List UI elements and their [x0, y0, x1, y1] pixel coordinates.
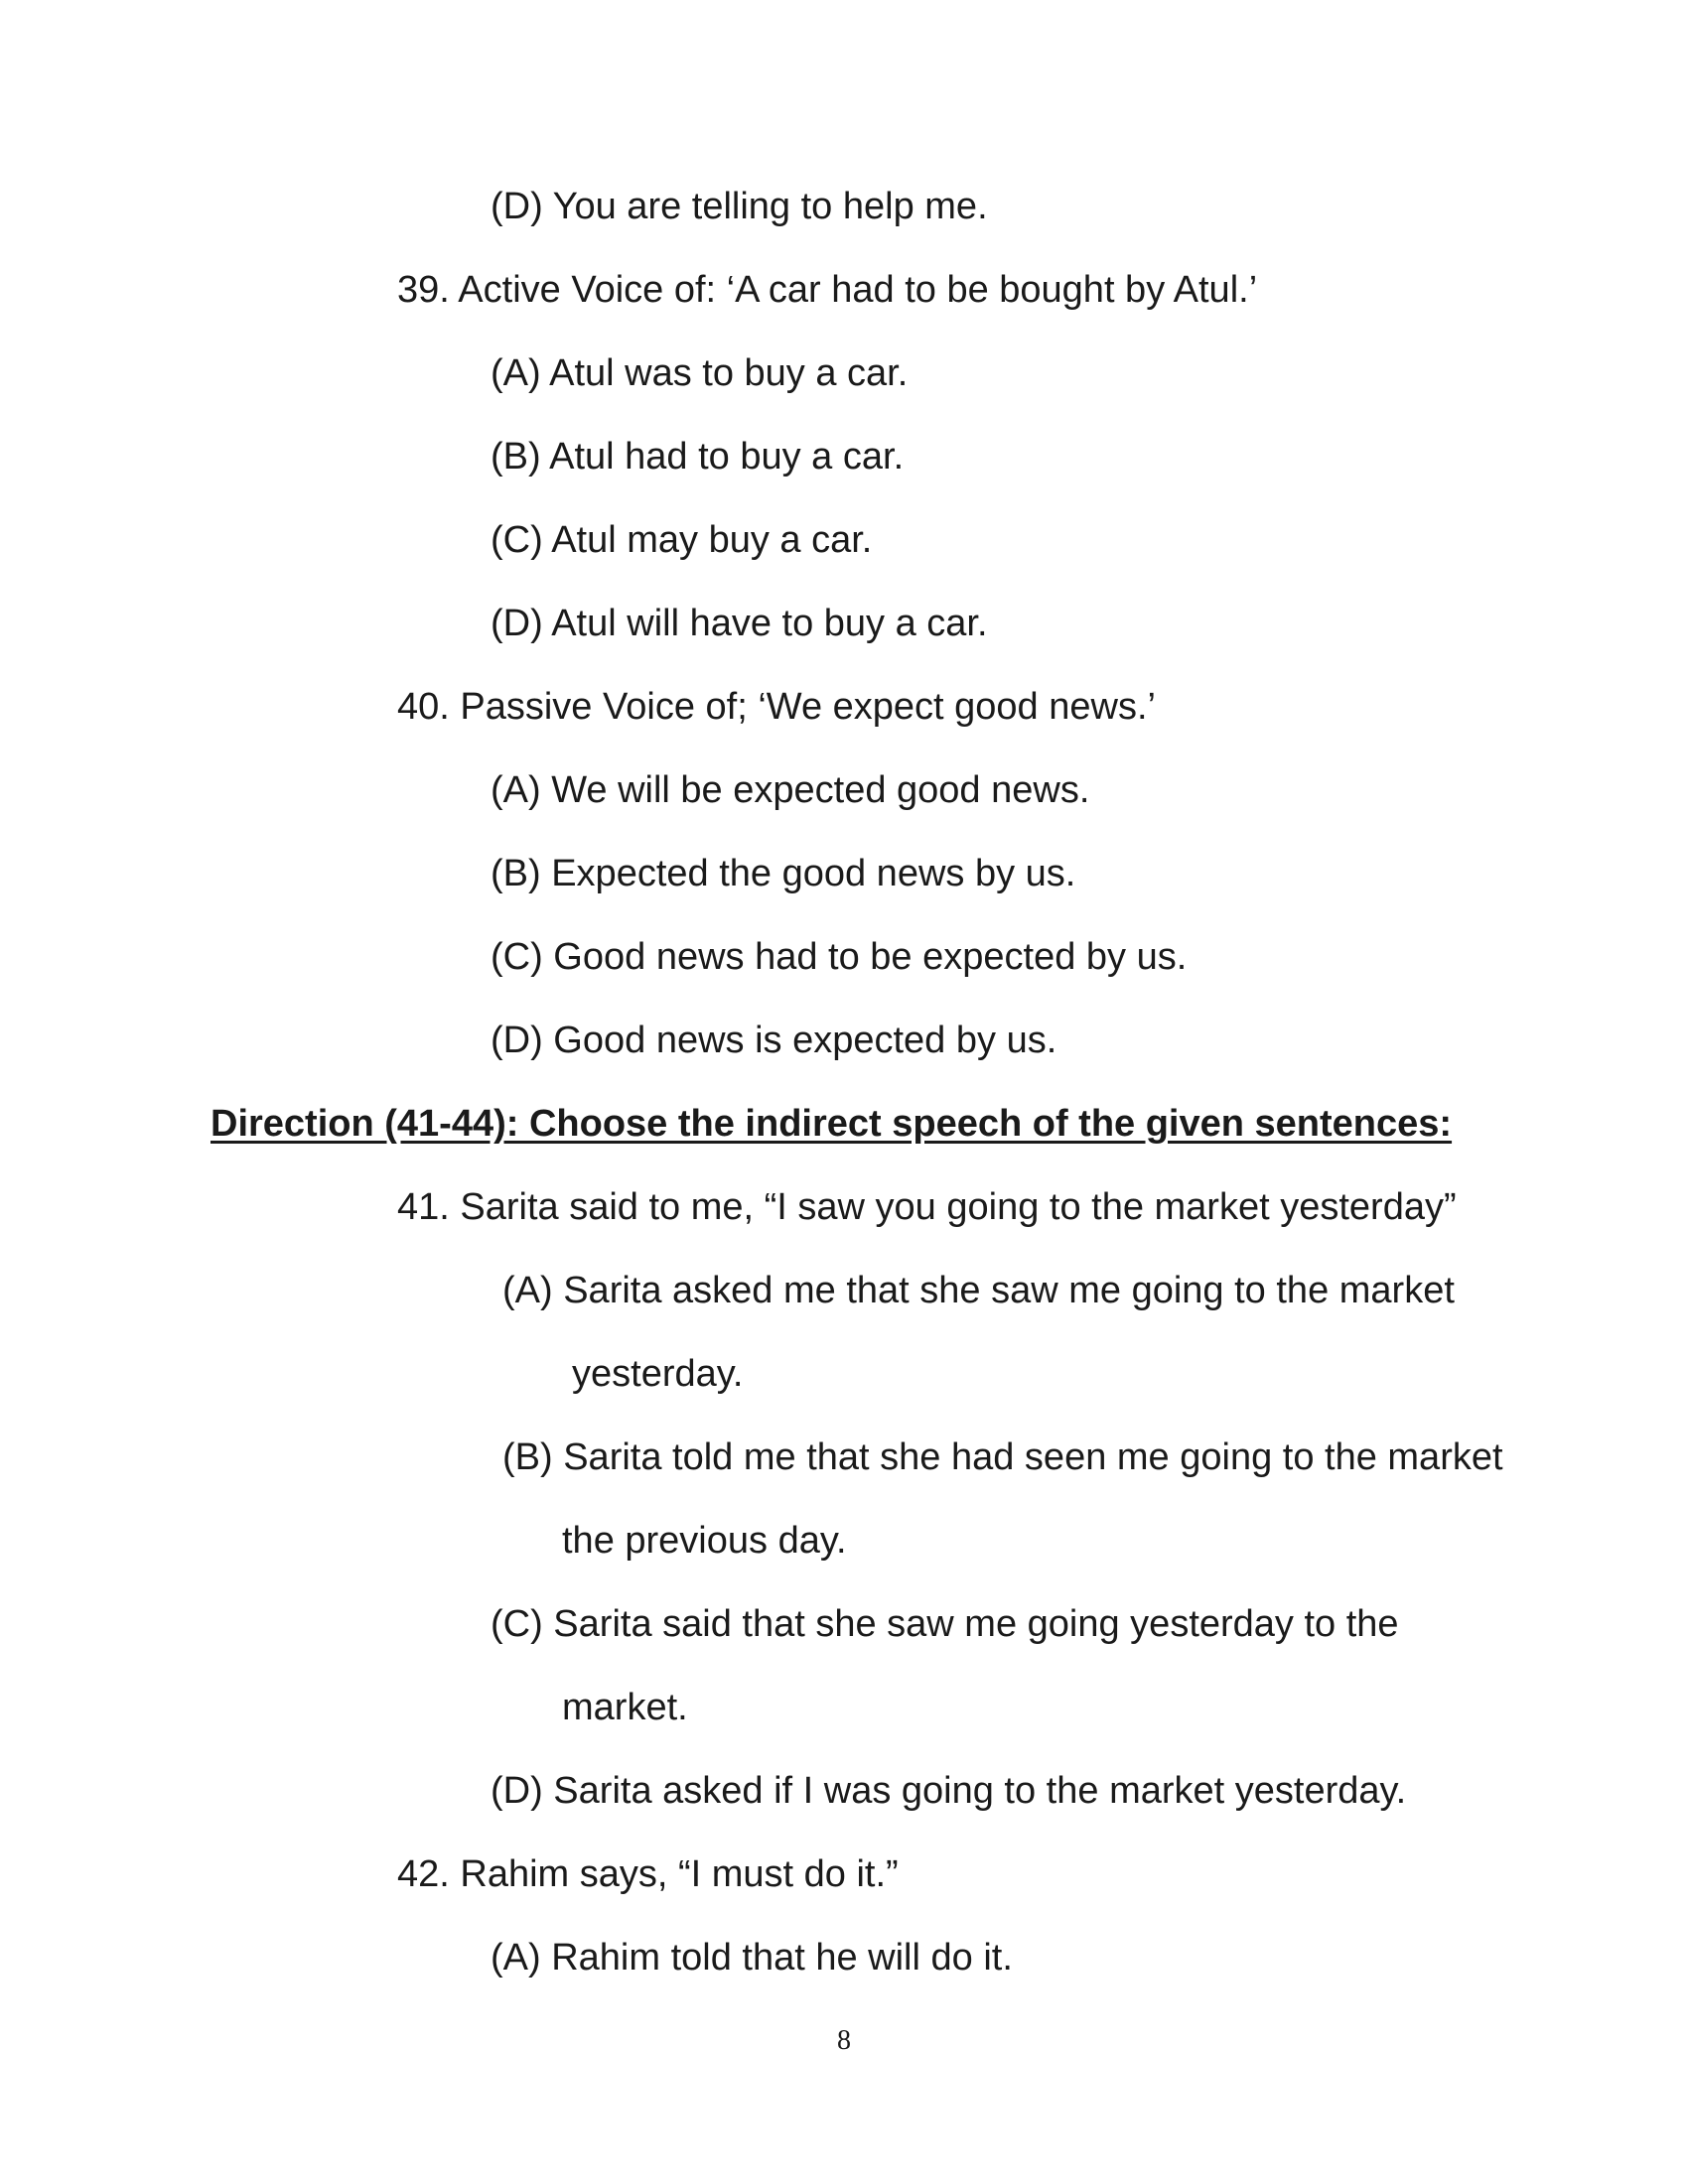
- q40-option-c: (C) Good news had to be expected by us.: [491, 936, 1188, 978]
- q39-option-a: (A) Atul was to buy a car.: [491, 352, 909, 394]
- q42-option-a: (A) Rahim told that he will do it.: [491, 1937, 1013, 1979]
- q41-option-c-line1: (C) Sarita said that she saw me going yesterday to the: [491, 1603, 1399, 1645]
- q41-option-a-line1: (A) Sarita asked me that she saw me going to the market: [502, 1270, 1455, 1311]
- q40-option-b: (B) Expected the good news by us.: [491, 853, 1076, 894]
- q41-option-b-line1: (B) Sarita told me that she had seen me going to the market: [502, 1436, 1503, 1478]
- direction-heading: Direction (41-44): Choose the indirect speech of the given sentences:: [211, 1103, 1453, 1145]
- q38-option-d: (D) You are telling to help me.: [491, 186, 988, 227]
- q40-option-a: (A) We will be expected good news.: [491, 769, 1090, 811]
- q39-question: 39. Active Voice of: ‘A car had to be bought by Atul.’: [397, 269, 1258, 311]
- q40-option-d: (D) Good news is expected by us.: [491, 1020, 1057, 1061]
- q39-option-d: (D) Atul will have to buy a car.: [491, 603, 988, 644]
- q41-option-a-line2: yesterday.: [572, 1353, 744, 1395]
- q41-question: 41. Sarita said to me, “I saw you going to the market yesterday”: [397, 1186, 1457, 1228]
- q39-option-c: (C) Atul may buy a car.: [491, 519, 873, 561]
- q42-question: 42. Rahim says, “I must do it.”: [397, 1853, 899, 1895]
- q41-option-d: (D) Sarita asked if I was going to the market yesterday.: [491, 1770, 1407, 1812]
- q41-option-c-line2: market.: [562, 1687, 688, 1728]
- q40-question: 40. Passive Voice of; ‘We expect good news.’: [397, 686, 1156, 728]
- q41-option-b-line2: the previous day.: [562, 1520, 847, 1562]
- q39-option-b: (B) Atul had to buy a car.: [491, 436, 905, 478]
- page-number: 8: [837, 2025, 851, 2056]
